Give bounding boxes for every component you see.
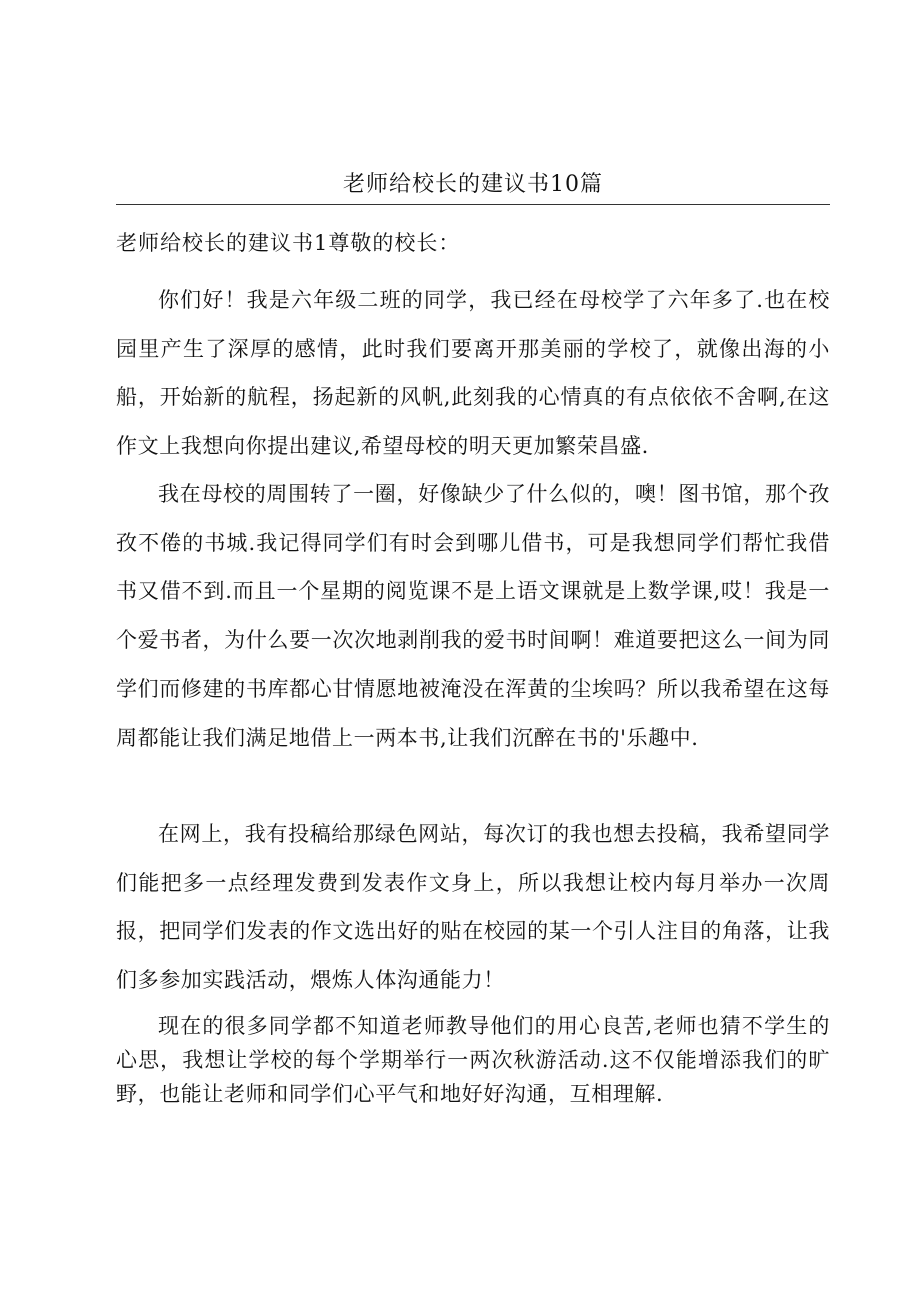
paragraph-4: 现在的很多同学都不知道老师教导他们的用心良苦,老师也猜不学生的心思，我想让学校的每个学期举行一两次秋游活动.这不仅能增添我们的旷野，也能让老师和同学们心平气和地好好沟通，互相理解. [116, 1014, 830, 1106]
document-title: 老师给校长的建议书10篇 [343, 172, 603, 197]
paragraph-1: 你们好！我是六年级二班的同学，我已经在母校学了六年多了.也在校园里产生了深厚的感情，此时我们要离开那美丽的学校了，就像出海的小船，开始新的航程，扬起新的风帆,此刻我的心情真的有点依依不舍啊,在这作文上我想向你提出建议,希望母校的明天更加繁荣昌盛. [116, 288, 830, 458]
paragraph-3: 在网上，我有投稿给那绿色网站，每次订的我也想去投稿，我希望同学们能把多一点经理发费到发表作文身上，所以我想让校内每月举办一次周报，把同学们发表的作文选出好的贴在校园的某一个引人注目的角落，让我们多参加实践活动，煨炼人体沟通能力！ [116, 822, 830, 992]
title-divider [116, 204, 830, 205]
letter-heading: 老师给校长的建议书1尊敬的校长： [116, 231, 461, 255]
paragraph-2: 我在母校的周围转了一圈，好像缺少了什么似的，噢！图书馆，那个孜孜不倦的书城.我记得同学们有时会到哪儿借书，可是我想同学们帮忙我借书又借不到.而且一个星期的阅览课不是上语文课就是上数学课,哎！我是一个爱书者，为什么要一次次地剥削我的爱书时间啊！难道要把这么一间为同学们而修建的书库都心甘情愿地被淹没在浑黄的尘埃吗？所以我希望在这每周都能让我们满足地借上一两本书,让我们沉醉在书的'乐趣中. [116, 482, 830, 750]
